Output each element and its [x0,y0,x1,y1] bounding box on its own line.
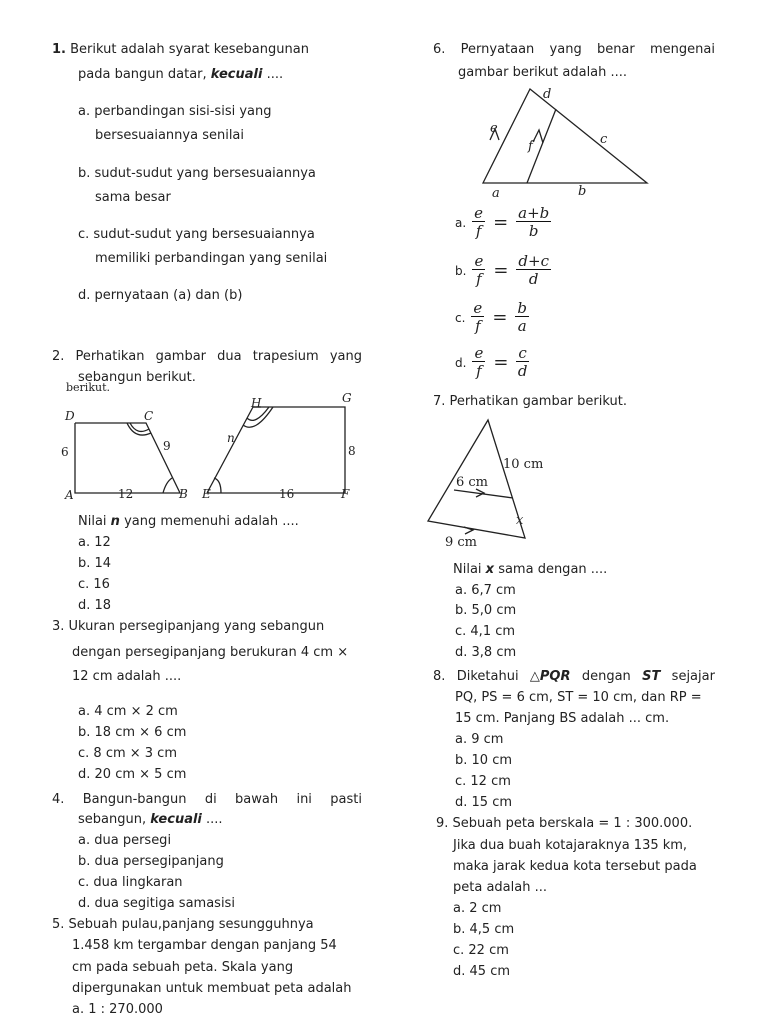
q2-option-c[interactable]: c. 16 [78,577,110,592]
q6-stem-line1: 6. Pernyataan yang benar mengenai [433,42,715,57]
q1-option-c[interactable]: c. sudut-sudut yang bersesuaiannya [78,227,315,242]
q2-label-16: 16 [279,487,295,501]
q6-label-a: a [492,186,500,201]
q2-label-B: B [179,487,188,501]
q8-stem-line2: PQ, PS = 6 cm, ST = 10 cm, dan RP = [455,690,702,705]
q8-option-b[interactable]: b. 10 cm [455,753,513,768]
q6-stem-line2: gambar berikut adalah .... [458,65,628,80]
q2-label-12: 12 [118,487,134,501]
q9-option-a[interactable]: a. 2 cm [453,901,502,916]
q9-option-c[interactable]: c. 22 cm [453,943,509,958]
q7-label-9cm: 9 cm [445,535,478,550]
q2-question: Nilai n yang memenuhi adalah .... [78,514,299,529]
q6-option-d[interactable]: d. $\frac{e}{f}$ = $\frac{c}{d}$ [455,344,528,380]
q1-number: 1. [52,42,66,57]
q3-option-b[interactable]: b. 18 cm × 6 cm [78,725,187,740]
q2-trapezoid-figure [55,390,375,510]
q3-option-c[interactable]: c. 8 cm × 3 cm [78,746,177,761]
q3-option-d[interactable]: d. 20 cm × 5 cm [78,767,187,782]
q2-label-F: F [341,487,350,501]
q6-option-c[interactable]: c. $\frac{e}{f}$ = $\frac{b}{a}$ [455,299,528,335]
q2-figure-caption: berikut. [66,381,110,394]
q2-label-E: E [202,487,211,501]
q7-stem: 7. Perhatikan gambar berikut. [433,394,627,409]
q4-option-d[interactable]: d. dua segitiga samasisi [78,896,235,911]
q7-label-10cm: 10 cm [503,457,544,472]
q2-label-6: 6 [61,445,69,459]
q2-label-n: n [227,431,235,445]
q8-stem-line3: 15 cm. Panjang BS adalah ... cm. [455,711,670,726]
q6-option-a[interactable]: a. $\frac{e}{f}$ = $\frac{a+b}{b}$ [455,204,550,240]
q3-stem-line1: 3. Ukuran persegipanjang yang sebangun [52,619,325,634]
q7-label-6cm: 6 cm [456,475,489,490]
q5-stem-line3: cm pada sebuah peta. Skala yang [72,960,294,975]
q2-option-a[interactable]: a. 12 [78,535,111,550]
q2-label-A: A [65,488,74,502]
q8-option-a[interactable]: a. 9 cm [455,732,504,747]
q5-option-a[interactable]: a. 1 : 270.000 [72,1002,163,1017]
q2-label-9: 9 [163,439,171,453]
q6-option-b[interactable]: b. $\frac{e}{f}$ = $\frac{d+c}{d}$ [455,252,549,288]
q8-stem-line1: 8. Diketahui △PQR dengan ST sejajar [433,669,715,684]
q2-label-G: G [342,391,352,405]
q2-option-d[interactable]: d. 18 [78,598,112,613]
q9-stem-line4: peta adalah ... [453,880,547,895]
q1-stem-line1: Berikut adalah syarat kesebangunan [70,42,309,57]
q2-stem-line1: 2. Perhatikan gambar dua trapesium yang [52,349,362,364]
q7-option-b[interactable]: b. 5,0 cm [455,603,517,618]
q9-stem-line1: 9. Sebuah peta berskala = 1 : 300.000. [436,816,693,831]
q9-stem-line2: Jika dua buah kotajaraknya 135 km, [453,838,688,853]
q7-option-d[interactable]: d. 3,8 cm [455,645,517,660]
q1-option-b[interactable]: b. sudut-sudut yang bersesuaiannya [78,166,316,181]
q7-label-x: x [516,513,524,528]
q3-stem-line3: 12 cm adalah .... [72,669,182,684]
q2-option-b[interactable]: b. 14 [78,556,112,571]
q2-label-H: H [251,396,262,410]
q8-option-d[interactable]: d. 15 cm [455,795,513,810]
q6-triangle-figure [470,82,660,202]
q7-triangle-figure [420,415,560,555]
q6-label-b: b [578,184,587,199]
q9-option-d[interactable]: d. 45 cm [453,964,511,979]
q3-stem-line2: dengan persegipanjang berukuran 4 cm × [72,645,349,660]
q7-question: Nilai x sama dengan .... [453,562,608,577]
q2-label-C: C [144,409,154,423]
q9-stem-line3: maka jarak kedua kota tersebut pada [453,859,697,874]
q4-option-a[interactable]: a. dua persegi [78,833,172,848]
q8-option-c[interactable]: c. 12 cm [455,774,511,789]
q6-label-c: c [600,132,608,147]
q6-label-f: f [528,139,533,154]
q1-option-a[interactable]: a. perbandingan sisi-sisi yang [78,104,272,119]
q2-stem-line2: sebangun berikut. [78,370,196,385]
q1-stem-line2: pada bangun datar, kecuali .... [78,67,284,82]
q2-label-D: D [65,409,75,423]
q5-stem-line1: 5. Sebuah pulau,panjang sesungguhnya [52,917,314,932]
q4-stem-line2: sebangun, kecuali .... [78,812,223,827]
q1-option-a-cont: bersesuaiannya senilai [95,128,245,143]
q1-option-c-cont: memiliki perbandingan yang senilai [95,251,328,266]
q5-stem-line4: dipergunakan untuk membuat peta adalah [72,981,352,996]
q9-option-b[interactable]: b. 4,5 cm [453,922,515,937]
q6-label-e: e [490,121,498,136]
q2-label-8: 8 [348,444,356,458]
q4-option-b[interactable]: b. dua persegipanjang [78,854,224,869]
q4-stem-line1: 4. Bangun-bangun di bawah ini pasti [52,792,362,807]
q1-option-b-cont: sama besar [95,190,171,205]
q4-option-c[interactable]: c. dua lingkaran [78,875,183,890]
q6-label-d: d [543,87,552,102]
q3-option-a[interactable]: a. 4 cm × 2 cm [78,704,178,719]
q7-option-c[interactable]: c. 4,1 cm [455,624,516,639]
q1-option-d[interactable]: d. pernyataan (a) dan (b) [78,288,243,303]
q1-kecuali: kecuali [210,67,263,82]
q7-option-a[interactable]: a. 6,7 cm [455,583,516,598]
q5-stem-line2: 1.458 km tergambar dengan panjang 54 [72,938,337,953]
